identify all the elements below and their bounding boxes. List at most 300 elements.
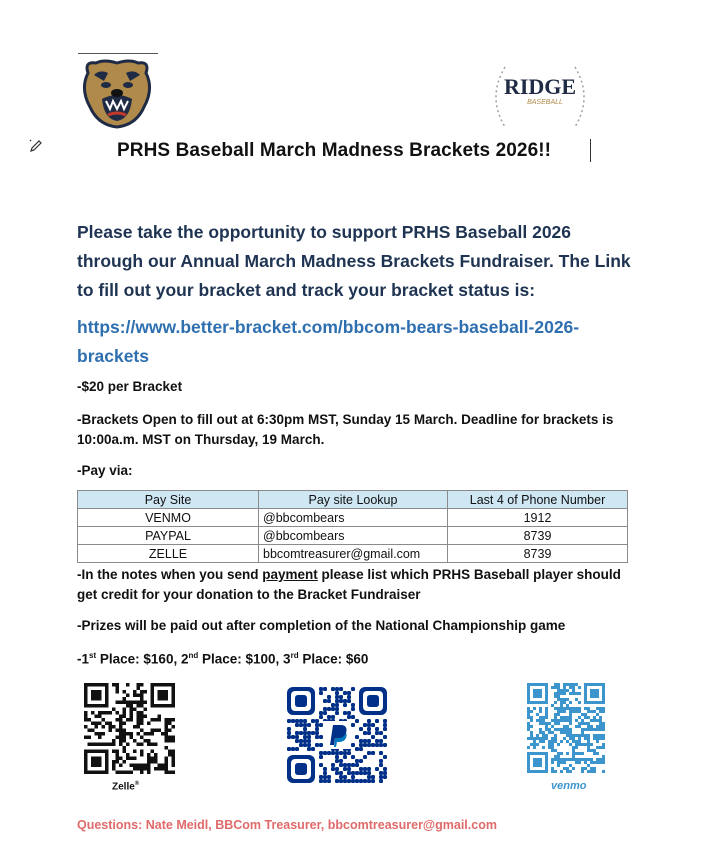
qr-module bbox=[147, 739, 151, 743]
qr-module bbox=[587, 740, 590, 743]
qr-module bbox=[168, 722, 172, 726]
qr-module bbox=[172, 757, 176, 761]
qr-module bbox=[339, 687, 343, 691]
qr-module bbox=[566, 707, 569, 710]
qr-module bbox=[343, 775, 347, 779]
pay-via-label: -Pay via: bbox=[77, 463, 133, 478]
qr-module bbox=[291, 719, 295, 723]
qr-module bbox=[548, 743, 551, 746]
qr-module bbox=[593, 734, 596, 737]
qr-module bbox=[355, 779, 359, 783]
qr-module bbox=[343, 755, 347, 759]
qr-finder-pattern bbox=[84, 683, 109, 708]
payment-table bbox=[77, 490, 628, 563]
qr-finder-pattern bbox=[151, 683, 176, 708]
zelle-label bbox=[112, 781, 139, 792]
qr-module bbox=[578, 701, 581, 704]
qr-module bbox=[542, 731, 545, 734]
qr-module bbox=[116, 736, 120, 740]
qr-module bbox=[551, 758, 554, 761]
qr-module bbox=[560, 704, 563, 707]
qr-module bbox=[599, 758, 602, 761]
venmo-qr-code[interactable] bbox=[527, 683, 607, 773]
qr-module bbox=[116, 760, 120, 764]
qr-module bbox=[140, 715, 144, 719]
qr-module bbox=[569, 758, 572, 761]
qr-module bbox=[367, 739, 371, 743]
qr-module bbox=[158, 729, 162, 733]
qr-module bbox=[554, 758, 557, 761]
qr-module bbox=[581, 713, 584, 716]
qr-module bbox=[554, 707, 557, 710]
prize-text: Place: $160, 2 bbox=[96, 651, 189, 667]
qr-module bbox=[367, 779, 371, 783]
qr-module bbox=[347, 751, 351, 755]
qr-module bbox=[98, 732, 102, 736]
qr-module bbox=[303, 743, 307, 747]
qr-module bbox=[347, 771, 351, 775]
qr-module bbox=[109, 711, 113, 715]
qr-module bbox=[575, 719, 578, 722]
table-cell: PAYPAL bbox=[78, 527, 259, 545]
qr-module bbox=[548, 722, 551, 725]
qr-module bbox=[347, 711, 351, 715]
qr-module bbox=[587, 746, 590, 749]
qr-module bbox=[539, 710, 542, 713]
qr-module bbox=[560, 710, 563, 713]
qr-module bbox=[363, 755, 367, 759]
qr-module bbox=[554, 734, 557, 737]
qr-module bbox=[566, 752, 569, 755]
qr-module bbox=[587, 722, 590, 725]
qr-module bbox=[545, 725, 548, 728]
qr-module bbox=[119, 729, 123, 733]
qr-module bbox=[123, 746, 127, 750]
qr-module bbox=[126, 683, 130, 687]
qr-module bbox=[581, 734, 584, 737]
qr-module bbox=[596, 725, 599, 728]
qr-module bbox=[147, 722, 151, 726]
qr-module bbox=[335, 703, 339, 707]
qr-module bbox=[596, 758, 599, 761]
qr-module bbox=[379, 763, 383, 767]
qr-module bbox=[554, 737, 557, 740]
qr-module bbox=[599, 725, 602, 728]
qr-module bbox=[599, 746, 602, 749]
qr-module bbox=[347, 779, 351, 783]
qr-module bbox=[287, 747, 291, 751]
qr-module bbox=[359, 767, 363, 771]
qr-module bbox=[566, 716, 569, 719]
qr-module bbox=[123, 722, 127, 726]
qr-module bbox=[563, 686, 566, 689]
qr-module bbox=[566, 770, 569, 773]
qr-module bbox=[315, 735, 319, 739]
qr-module bbox=[383, 723, 387, 727]
qr-module bbox=[379, 751, 383, 755]
table-header-row bbox=[78, 491, 628, 509]
qr-module bbox=[140, 704, 144, 708]
qr-module bbox=[315, 719, 319, 723]
qr-module bbox=[116, 718, 120, 722]
qr-module bbox=[130, 736, 134, 740]
qr-module bbox=[530, 716, 533, 719]
qr-module bbox=[375, 743, 379, 747]
qr-module bbox=[375, 727, 379, 731]
qr-module bbox=[569, 701, 572, 704]
qr-module bbox=[123, 760, 127, 764]
qr-module bbox=[140, 701, 144, 705]
qr-module bbox=[530, 731, 533, 734]
qr-module bbox=[119, 757, 123, 761]
qr-module bbox=[379, 739, 383, 743]
qr-module bbox=[123, 701, 127, 705]
qr-module bbox=[168, 753, 172, 757]
qr-module bbox=[371, 735, 375, 739]
qr-module bbox=[165, 771, 169, 775]
qr-module bbox=[596, 728, 599, 731]
qr-module bbox=[133, 767, 137, 771]
qr-module bbox=[578, 722, 581, 725]
qr-module bbox=[584, 707, 587, 710]
qr-module bbox=[572, 689, 575, 692]
qr-module bbox=[331, 715, 335, 719]
qr-module bbox=[327, 779, 331, 783]
qr-module bbox=[303, 739, 307, 743]
qr-module bbox=[335, 755, 339, 759]
qr-module bbox=[105, 722, 109, 726]
qr-module bbox=[578, 707, 581, 710]
qr-module bbox=[371, 751, 375, 755]
qr-module bbox=[319, 687, 323, 691]
qr-module bbox=[584, 734, 587, 737]
qr-module bbox=[140, 729, 144, 733]
qr-module bbox=[560, 770, 563, 773]
qr-module bbox=[363, 743, 367, 747]
qr-module bbox=[530, 719, 533, 722]
qr-module bbox=[557, 698, 560, 701]
qr-module bbox=[557, 692, 560, 695]
table-cell: ZELLE bbox=[78, 545, 259, 563]
qr-module bbox=[602, 743, 605, 746]
qr-module bbox=[539, 707, 542, 710]
qr-module bbox=[165, 725, 169, 729]
qr-module bbox=[165, 736, 169, 740]
qr-module bbox=[331, 687, 335, 691]
qr-module bbox=[563, 707, 566, 710]
qr-module bbox=[602, 770, 605, 773]
qr-module bbox=[347, 763, 351, 767]
qr-module bbox=[599, 719, 602, 722]
bracket-link[interactable]: https://www.better-bracket.com/bbcom-bears-baseball-2026-brackets bbox=[77, 317, 580, 366]
qr-module bbox=[327, 707, 331, 711]
qr-module bbox=[151, 729, 155, 733]
qr-finder-pattern bbox=[584, 683, 605, 704]
qr-module bbox=[319, 751, 323, 755]
qr-module bbox=[593, 737, 596, 740]
qr-module bbox=[554, 728, 557, 731]
qr-module bbox=[566, 731, 569, 734]
qr-module bbox=[91, 743, 95, 747]
qr-module bbox=[569, 764, 572, 767]
qr-module bbox=[383, 719, 387, 723]
qr-module bbox=[533, 737, 536, 740]
qr-module bbox=[351, 707, 355, 711]
qr-module bbox=[112, 708, 116, 712]
qr-module bbox=[323, 779, 327, 783]
qr-module bbox=[165, 767, 169, 771]
qr-module bbox=[572, 710, 575, 713]
qr-module bbox=[299, 739, 303, 743]
qr-module bbox=[335, 767, 339, 771]
qr-module bbox=[123, 690, 127, 694]
qr-module bbox=[154, 729, 158, 733]
qr-module bbox=[88, 736, 92, 740]
qr-module bbox=[533, 740, 536, 743]
qr-module bbox=[98, 715, 102, 719]
qr-module bbox=[137, 701, 141, 705]
qr-module bbox=[375, 767, 379, 771]
qr-module bbox=[158, 764, 162, 768]
qr-module bbox=[343, 699, 347, 703]
qr-module bbox=[563, 767, 566, 770]
qr-module bbox=[554, 749, 557, 752]
qr-module bbox=[130, 715, 134, 719]
qr-module bbox=[137, 743, 141, 747]
pen-icon[interactable] bbox=[28, 138, 44, 154]
qr-module bbox=[599, 716, 602, 719]
qr-module bbox=[140, 750, 144, 754]
qr-module bbox=[563, 725, 566, 728]
qr-module bbox=[343, 763, 347, 767]
qr-module bbox=[569, 716, 572, 719]
qr-module bbox=[587, 716, 590, 719]
qr-module bbox=[599, 761, 602, 764]
qr-module bbox=[367, 767, 371, 771]
qr-module bbox=[554, 740, 557, 743]
qr-module bbox=[172, 725, 176, 729]
qr-module bbox=[307, 747, 311, 751]
qr-module bbox=[130, 711, 134, 715]
qr-module bbox=[557, 686, 560, 689]
qr-module bbox=[84, 725, 88, 729]
qr-module bbox=[596, 752, 599, 755]
qr-module bbox=[596, 761, 599, 764]
qr-module bbox=[335, 695, 339, 699]
qr-module bbox=[587, 728, 590, 731]
paypal-qr-code[interactable] bbox=[287, 687, 387, 783]
qr-module bbox=[551, 749, 554, 752]
qr-module bbox=[367, 771, 371, 775]
qr-module bbox=[569, 743, 572, 746]
qr-module bbox=[599, 728, 602, 731]
qr-module bbox=[554, 713, 557, 716]
qr-module bbox=[551, 719, 554, 722]
qr-module bbox=[165, 718, 169, 722]
qr-module bbox=[572, 767, 575, 770]
qr-finder-pattern bbox=[527, 752, 548, 773]
qr-module bbox=[123, 711, 127, 715]
qr-module bbox=[560, 692, 563, 695]
qr-module bbox=[287, 731, 291, 735]
qr-module bbox=[569, 734, 572, 737]
qr-module bbox=[533, 707, 536, 710]
qr-module bbox=[572, 692, 575, 695]
prize-text: Place: $100, 3 bbox=[198, 651, 291, 667]
qr-module bbox=[551, 761, 554, 764]
qr-module bbox=[137, 722, 141, 726]
qr-module bbox=[566, 740, 569, 743]
qr-module bbox=[144, 690, 148, 694]
qr-module bbox=[161, 767, 165, 771]
qr-module bbox=[569, 683, 572, 686]
ridge-logo-subtext: BASEBALL bbox=[527, 99, 563, 106]
qr-module bbox=[542, 737, 545, 740]
qr-module bbox=[351, 743, 355, 747]
qr-module bbox=[140, 767, 144, 771]
qr-module bbox=[351, 703, 355, 707]
qr-module bbox=[351, 687, 355, 691]
intro-paragraph: Please take the opportunity to support PRHS Baseball 2026 through our Annual March Madness Brackets Fundraiser. The Link to fill out your bracket and track your bracket status is: bbox=[77, 222, 631, 300]
qr-module bbox=[590, 761, 593, 764]
qr-module bbox=[557, 764, 560, 767]
qr-module bbox=[295, 735, 299, 739]
qr-module bbox=[551, 746, 554, 749]
qr-module bbox=[563, 698, 566, 701]
qr-module bbox=[319, 775, 323, 779]
qr-module bbox=[116, 757, 120, 761]
qr-module bbox=[335, 711, 339, 715]
qr-module bbox=[137, 725, 141, 729]
qr-module bbox=[578, 716, 581, 719]
qr-module bbox=[355, 735, 359, 739]
qr-module bbox=[383, 771, 387, 775]
qr-module bbox=[147, 764, 151, 768]
qr-module bbox=[295, 747, 299, 751]
qr-module bbox=[119, 739, 123, 743]
qr-module bbox=[575, 734, 578, 737]
qr-module bbox=[119, 715, 123, 719]
qr-module bbox=[147, 760, 151, 764]
qr-module bbox=[144, 764, 148, 768]
qr-module bbox=[140, 694, 144, 698]
venmo-label: venmo bbox=[551, 780, 587, 792]
qr-module bbox=[536, 719, 539, 722]
qr-module bbox=[133, 690, 137, 694]
qr-module bbox=[602, 758, 605, 761]
qr-module bbox=[563, 692, 566, 695]
qr-module bbox=[593, 710, 596, 713]
qr-module bbox=[119, 736, 123, 740]
qr-module bbox=[319, 691, 323, 695]
qr-module bbox=[551, 737, 554, 740]
qr-module bbox=[581, 758, 584, 761]
qr-module bbox=[295, 723, 299, 727]
qr-module bbox=[172, 750, 176, 754]
qr-module bbox=[563, 737, 566, 740]
qr-module bbox=[371, 779, 375, 783]
qr-module bbox=[165, 760, 169, 764]
qr-module bbox=[140, 722, 144, 726]
qr-module bbox=[126, 701, 130, 705]
qr-module bbox=[140, 711, 144, 715]
qr-module bbox=[569, 737, 572, 740]
qr-module bbox=[172, 764, 176, 768]
prizes-note: -Prizes will be paid out after completion of the National Championship game bbox=[77, 618, 566, 633]
zelle-qr-code[interactable] bbox=[84, 683, 176, 775]
qr-module bbox=[151, 760, 155, 764]
qr-module bbox=[566, 767, 569, 770]
qr-module bbox=[119, 722, 123, 726]
qr-module bbox=[165, 757, 169, 761]
qr-module bbox=[371, 723, 375, 727]
qr-module bbox=[137, 764, 141, 768]
schedule-line: -Brackets Open to fill out at 6:30pm MST, Sunday 15 March. Deadline for brackets is 10:00a.m. MST on Thursday, 19 March. bbox=[77, 412, 614, 447]
qr-module bbox=[578, 752, 581, 755]
qr-module bbox=[165, 739, 169, 743]
qr-module bbox=[379, 775, 383, 779]
qr-module bbox=[311, 747, 315, 751]
qr-module bbox=[133, 739, 137, 743]
qr-module bbox=[375, 731, 379, 735]
table-cell: VENMO bbox=[78, 509, 259, 527]
table-header: Pay Site bbox=[78, 491, 259, 509]
qr-module bbox=[168, 750, 172, 754]
qr-module bbox=[172, 718, 176, 722]
qr-module bbox=[563, 683, 566, 686]
prize-text: -1 bbox=[77, 651, 90, 667]
table-row bbox=[78, 545, 628, 563]
qr-module bbox=[596, 719, 599, 722]
qr-module bbox=[551, 770, 554, 773]
qr-finder-pattern bbox=[527, 683, 548, 704]
qr-module bbox=[168, 739, 172, 743]
qr-module bbox=[599, 722, 602, 725]
qr-module bbox=[581, 770, 584, 773]
qr-module bbox=[545, 722, 548, 725]
qr-module bbox=[154, 743, 158, 747]
qr-module bbox=[569, 710, 572, 713]
qr-module bbox=[602, 761, 605, 764]
qr-module bbox=[323, 771, 327, 775]
qr-module bbox=[133, 701, 137, 705]
qr-module bbox=[303, 731, 307, 735]
qr-module bbox=[151, 743, 155, 747]
qr-module bbox=[572, 752, 575, 755]
qr-module bbox=[112, 683, 116, 687]
qr-module bbox=[602, 707, 605, 710]
qr-module bbox=[339, 779, 343, 783]
qr-module bbox=[137, 683, 141, 687]
qr-module bbox=[363, 723, 367, 727]
qr-module bbox=[551, 704, 554, 707]
qr-module bbox=[584, 722, 587, 725]
qr-module bbox=[161, 732, 165, 736]
qr-module bbox=[584, 761, 587, 764]
qr-module bbox=[563, 728, 566, 731]
qr-module bbox=[307, 743, 311, 747]
qr-finder-pattern bbox=[287, 687, 315, 715]
qr-module bbox=[530, 725, 533, 728]
qr-module bbox=[557, 683, 560, 686]
qr-module bbox=[554, 683, 557, 686]
qr-module bbox=[554, 695, 557, 698]
qr-module bbox=[530, 734, 533, 737]
qr-module bbox=[554, 755, 557, 758]
qr-module bbox=[347, 767, 351, 771]
qr-module bbox=[578, 734, 581, 737]
qr-module bbox=[140, 743, 144, 747]
